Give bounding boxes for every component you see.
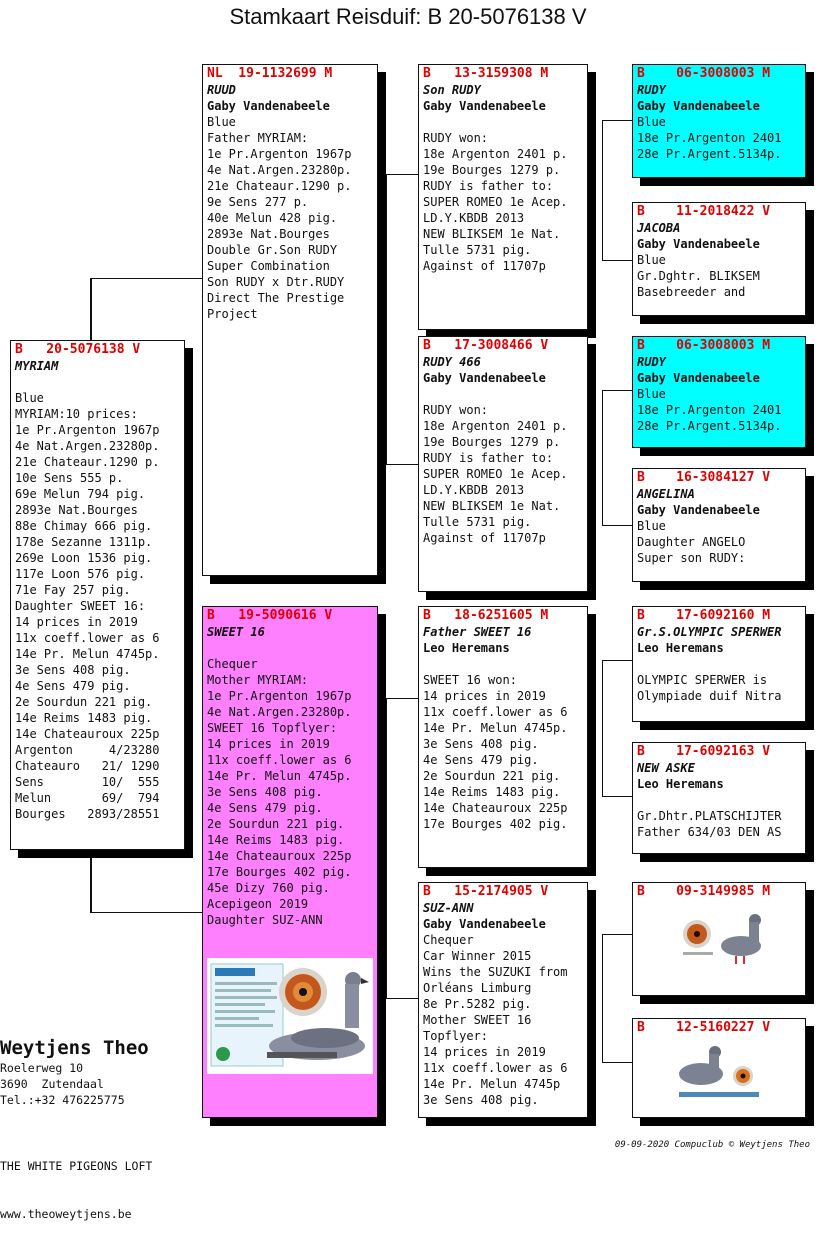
breeder-name: Gaby Vandenabeele	[637, 503, 760, 517]
card-line: 14e Chateauroux 225p	[15, 727, 160, 741]
card-line: Mother MYRIAM:	[207, 673, 309, 687]
card-line: 18e Pr.Argenton 2401	[637, 403, 782, 417]
connector	[378, 848, 386, 849]
card-line: 269e Loon 1536 pig.	[15, 551, 153, 565]
card-line: 14e Pr. Melun 4745p.	[207, 769, 352, 783]
card-line: 4e Nat.Argen.23280p.	[207, 163, 352, 177]
card-line: 18e Argenton 2401 p.	[423, 147, 568, 161]
pigeon-card-fmm	[632, 468, 806, 582]
connector	[602, 1062, 632, 1063]
connector	[602, 260, 632, 261]
connector	[602, 390, 603, 525]
connector	[602, 120, 603, 260]
card-line: Blue	[637, 253, 666, 267]
pigeon-card-mfm	[632, 742, 806, 854]
connector	[90, 278, 204, 279]
card-line: 14e Pr. Melun 4745p.	[423, 721, 568, 735]
card-line: SWEET 16 won:	[423, 673, 517, 687]
pigeon-card-mff	[632, 606, 806, 722]
card-line: Mother SWEET 16	[423, 1013, 532, 1027]
card-line: Orléans Limburg	[423, 981, 532, 995]
breeder-name: Leo Heremans	[423, 641, 510, 655]
card-line: 18e Argenton 2401 p.	[423, 419, 568, 433]
card-line: 17e Bourges 402 pig.	[423, 817, 568, 831]
card-line: Blue	[637, 115, 666, 129]
card-line	[423, 386, 583, 402]
card-line: 4e Sens 479 pig.	[15, 679, 131, 693]
card-line: NEW BLIKSEM 1e Nat.	[423, 499, 561, 513]
breeder-name: Gaby Vandenabeele	[423, 99, 546, 113]
pigeon-name: RUUD	[207, 83, 236, 97]
card-line: 11x coeff.lower as 6	[423, 1061, 568, 1075]
ring-number: B 16-3084127 V	[637, 470, 771, 485]
card-line: 4e Nat.Argen.23280p.	[207, 705, 352, 719]
card-line: 28e Pr.Argent.5134p.	[637, 147, 782, 161]
pigeon-name: ANGELINA	[637, 487, 695, 501]
card-line: 14e Chateauroux 225p	[207, 849, 352, 863]
card-line: RUDY is father to:	[423, 451, 554, 465]
pigeon-card-mmm	[632, 1018, 806, 1118]
pigeon-name: RUDY	[637, 83, 666, 97]
print-stamp: 09-09-2020 Compuclub © Weytjens Theo	[614, 1140, 810, 1150]
card-line: Blue	[207, 115, 236, 129]
connector	[602, 934, 632, 935]
card-line: 3e Sens 408 pig.	[423, 1093, 539, 1107]
card-line: Son RUDY x Dtr.RUDY	[207, 275, 345, 289]
owner-phone: Tel.:+32 476225775	[0, 1093, 125, 1107]
pigeon-card-ffm	[632, 202, 806, 316]
connector	[602, 934, 603, 1062]
card-line	[637, 792, 801, 808]
card-line: RUDY won:	[423, 131, 489, 145]
website-link[interactable]: www.theoweytjens.be	[0, 1207, 132, 1221]
card-line: 71e Fay 257 pig.	[15, 583, 131, 597]
card-line: 2893e Nat.Bourges	[15, 503, 138, 517]
owner-block	[0, 1036, 149, 1108]
card-line: 4e Sens 479 pig.	[207, 801, 323, 815]
connector	[386, 998, 418, 999]
card-line: 11x coeff.lower as 6	[423, 705, 568, 719]
connector	[386, 174, 418, 175]
connector	[386, 174, 387, 464]
breeder-name: Gaby Vandenabeele	[637, 99, 760, 113]
card-line: Chequer	[207, 657, 258, 671]
pigeon-card-ff	[418, 64, 588, 330]
card-line: LD.Y.KBDB 2013	[423, 483, 525, 497]
pigeon-name: SWEET 16	[207, 625, 265, 639]
card-line: Bourges 2893/28551	[15, 807, 160, 821]
card-line: 3e Sens 408 pig.	[423, 737, 539, 751]
card-line: Wins the SUZUKI from	[423, 965, 568, 979]
connector	[602, 120, 632, 121]
card-line: 14 prices in 2019	[15, 615, 138, 629]
breeder-name: Gaby Vandenabeele	[423, 371, 546, 385]
connector	[386, 464, 418, 465]
card-line: Against of 11707p	[423, 531, 546, 545]
ring-number: B 17-6092160 M	[637, 608, 771, 623]
card-line: RUDY is father to:	[423, 179, 554, 193]
ring-number: NL 19-1132699 M	[207, 66, 333, 81]
card-line: 14e Reims 1483 pig.	[207, 833, 345, 847]
card-line	[207, 640, 373, 656]
card-line: 2893e Nat.Bourges	[207, 227, 330, 241]
card-line: 4e Sens 479 pig.	[423, 753, 539, 767]
card-line: Topflyer:	[423, 1029, 489, 1043]
card-line: Blue	[637, 519, 666, 533]
connector	[90, 850, 92, 912]
ring-number: B 19-5090616 V	[207, 608, 333, 623]
card-line: 69e Melun 794 pig.	[15, 487, 146, 501]
footer	[0, 1126, 152, 1238]
card-line: 40e Melun 428 pig.	[207, 211, 338, 225]
pigeon-name: Son RUDY	[423, 83, 481, 97]
card-line: Daughter ANGELO	[637, 535, 746, 549]
pigeon-name: RUDY 466	[423, 355, 481, 369]
pigeon-name: NEW ASKE	[637, 761, 695, 775]
card-line: Melun 69/ 794	[15, 791, 160, 805]
card-line: Blue	[15, 391, 44, 405]
connector	[602, 390, 632, 391]
card-line: 14e Reims 1483 pig.	[423, 785, 561, 799]
card-line: 10e Sens 555 p.	[15, 471, 124, 485]
card-line: 17e Bourges 402 pig.	[207, 865, 352, 879]
card-line: 2e Sourdun 221 pig.	[423, 769, 561, 783]
ring-number: B 17-6092163 V	[637, 744, 771, 759]
card-line: RUDY won:	[423, 403, 489, 417]
card-line: Tulle 5731 pig.	[423, 243, 532, 257]
breeder-name: Gaby Vandenabeele	[207, 99, 330, 113]
card-line: Chequer	[423, 933, 474, 947]
card-line: Gr.Dghtr. BLIKSEM	[637, 269, 760, 283]
card-line: Daughter SUZ-ANN	[207, 913, 323, 927]
card-line: Sens 10/ 555	[15, 775, 160, 789]
card-line: 14e Chateauroux 225p	[423, 801, 568, 815]
card-line: Double Gr.Son RUDY	[207, 243, 338, 257]
card-line: 14e Reims 1483 pig.	[15, 711, 153, 725]
pigeon-card-mm	[418, 882, 588, 1118]
connector	[602, 660, 632, 661]
card-line: 4e Nat.Argen.23280p.	[15, 439, 160, 453]
card-line: 8e Pr.5282 pig.	[423, 997, 532, 1011]
card-line: 21e Chateaur.1290 p.	[207, 179, 352, 193]
connector	[386, 698, 418, 699]
pigeon-card-fff	[632, 64, 806, 178]
ring-number: B 06-3008003 M	[637, 66, 771, 81]
card-line: SUPER ROMEO 1e Acep.	[423, 467, 568, 481]
pigeon-name: Father SWEET 16	[423, 625, 532, 639]
card-line: 9e Sens 277 p.	[207, 195, 309, 209]
card-line: Father 634/03 DEN AS	[637, 825, 782, 839]
card-line: 11x coeff.lower as 6	[15, 631, 160, 645]
connector	[90, 912, 204, 913]
card-line: 19e Bourges 1279 p.	[423, 163, 561, 177]
connector	[602, 660, 603, 796]
pigeon-card-father	[202, 64, 378, 576]
card-line: 11x coeff.lower as 6	[207, 753, 352, 767]
ring-number: B 20-5076138 V	[15, 342, 141, 357]
card-line: SWEET 16 Topflyer:	[207, 721, 338, 735]
card-line: NEW BLIKSEM 1e Nat.	[423, 227, 561, 241]
pigeon-card-fmf	[632, 336, 806, 448]
card-line: Super son RUDY:	[637, 551, 746, 565]
pigeon-name: RUDY	[637, 355, 666, 369]
card-line: Chateauro 21/ 1290	[15, 759, 160, 773]
card-line: 2e Sourdun 221 pig.	[15, 695, 153, 709]
card-line	[423, 114, 583, 130]
card-line: Olympiade duif Nitra	[637, 689, 782, 703]
card-line: 14 prices in 2019	[423, 689, 546, 703]
card-line: Tulle 5731 pig.	[423, 515, 532, 529]
card-line: Direct The Prestige	[207, 291, 345, 305]
card-line: 14e Pr. Melun 4745p.	[15, 647, 160, 661]
card-line: Father MYRIAM:	[207, 131, 309, 145]
card-line: Project	[207, 307, 258, 321]
ring-number: B 17-3008466 V	[423, 338, 549, 353]
ring-number: B 13-3159308 M	[423, 66, 549, 81]
page-title: Stamkaart Reisduif: B 20-5076138 V	[229, 4, 587, 29]
card-line: 14 prices in 2019	[423, 1045, 546, 1059]
pigeon-photo	[639, 906, 799, 972]
card-line: Argenton 4/23280	[15, 743, 160, 757]
pigeon-photo	[207, 958, 373, 1074]
pigeon-name: SUZ-ANN	[423, 901, 474, 915]
card-line: 1e Pr.Argenton 1967p	[207, 689, 352, 703]
ring-number: B 06-3008003 M	[637, 338, 771, 353]
card-line: 14e Pr. Melun 4745p	[423, 1077, 561, 1091]
card-line: Basebreeder and	[637, 285, 746, 299]
card-line	[423, 656, 583, 672]
card-line: Blue	[637, 387, 666, 401]
card-line: Daughter SWEET 16:	[15, 599, 146, 613]
ring-number: B 15-2174905 V	[423, 884, 549, 899]
owner-city: 3690 Zutendaal	[0, 1077, 104, 1091]
card-line: 178e Sezanne 1311p.	[15, 535, 153, 549]
card-line: Against of 11707p	[423, 259, 546, 273]
pigeon-name: Gr.S.OLYMPIC SPERWER	[637, 625, 782, 639]
card-line: 28e Pr.Argent.5134p.	[637, 419, 782, 433]
card-line: LD.Y.KBDB 2013	[423, 211, 525, 225]
owner-street: Roelerweg 10	[0, 1061, 84, 1075]
ring-number: B 09-3149985 M	[637, 884, 771, 899]
pigeon-card-mf	[418, 606, 588, 868]
breeder-name: Leo Heremans	[637, 641, 724, 655]
connector	[90, 278, 92, 340]
card-line: Acepigeon 2019	[207, 897, 309, 911]
pigeon-name: JACOBA	[637, 221, 681, 235]
breeder-name: Gaby Vandenabeele	[637, 237, 760, 251]
card-line: Car Winner 2015	[423, 949, 532, 963]
card-line: Super Combination	[207, 259, 330, 273]
card-line: 88e Chimay 666 pig.	[15, 519, 153, 533]
breeder-name: Gaby Vandenabeele	[637, 371, 760, 385]
card-line: 3e Sens 408 pig.	[207, 785, 323, 799]
pigeon-card-mmf	[632, 882, 806, 996]
ring-number: B 18-6251605 M	[423, 608, 549, 623]
pigeon-card-fm	[418, 336, 588, 592]
breeder-name: Leo Heremans	[637, 777, 724, 791]
card-line	[15, 374, 180, 390]
card-line: 14 prices in 2019	[207, 737, 330, 751]
pigeon-card-main	[10, 340, 185, 850]
card-line: 117e Loon 576 pig.	[15, 567, 146, 581]
card-line	[637, 656, 801, 672]
card-line: MYRIAM:10 prices:	[15, 407, 138, 421]
ring-number: B 11-2018422 V	[637, 204, 771, 219]
pigeon-name: MYRIAM	[15, 359, 59, 373]
card-line: 1e Pr.Argenton 1967p	[15, 423, 160, 437]
connector	[602, 525, 632, 526]
card-line: 1e Pr.Argenton 1967p	[207, 147, 352, 161]
breeder-name: Gaby Vandenabeele	[423, 917, 546, 931]
card-line: 21e Chateaur.1290 p.	[15, 455, 160, 469]
pigeon-photo	[639, 1040, 799, 1102]
owner-name: Weytjens Theo	[0, 1037, 149, 1059]
card-line: 18e Pr.Argenton 2401	[637, 131, 782, 145]
card-line: 2e Sourdun 221 pig.	[207, 817, 345, 831]
loft-name: THE WHITE PIGEONS LOFT	[0, 1159, 153, 1173]
connector	[386, 698, 387, 998]
card-line: OLYMPIC SPERWER is	[637, 673, 768, 687]
ring-number: B 12-5160227 V	[637, 1020, 771, 1035]
card-line: 19e Bourges 1279 p.	[423, 435, 561, 449]
card-line: 3e Sens 408 pig.	[15, 663, 131, 677]
card-line: Gr.Dhtr.PLATSCHIJTER	[637, 809, 782, 823]
card-line: SUPER ROMEO 1e Acep.	[423, 195, 568, 209]
card-line: 45e Dizy 760 pig.	[207, 881, 330, 895]
connector	[602, 796, 632, 797]
connector	[378, 325, 386, 326]
